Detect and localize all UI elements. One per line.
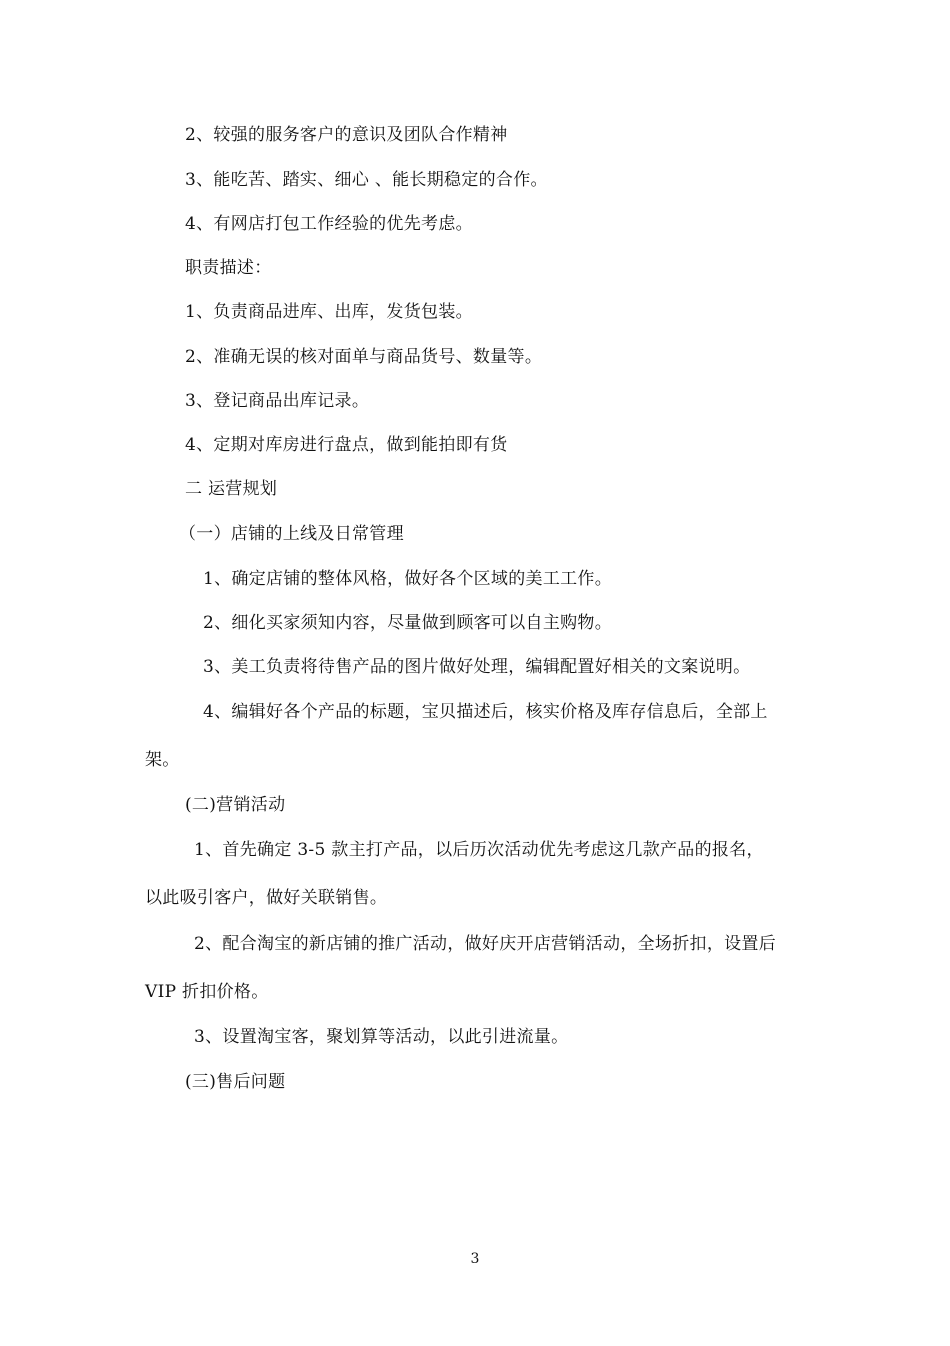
store-line-4-cont: 架。 — [145, 750, 180, 770]
subsection-heading-1: （一）店铺的上线及日常管理 — [179, 524, 404, 544]
duty-line-3: 3、登记商品出库记录。 — [185, 391, 370, 411]
page-number: 3 — [470, 1251, 480, 1267]
duty-heading: 职责描述： — [185, 258, 272, 278]
marketing-line-3: 3、设置淘宝客，聚划算等活动，以此引进流量。 — [194, 1027, 569, 1047]
marketing-line-2-cont: VIP 折扣价格。 — [145, 982, 269, 1002]
marketing-line-2: 2、配合淘宝的新店铺的推广活动，做好庆开店营销活动，全场折扣，设置后 — [194, 934, 777, 954]
requirement-line-4: 4、有网店打包工作经验的优先考虑。 — [185, 214, 473, 234]
subsection-heading-3: (三)售后问题 — [185, 1072, 286, 1092]
store-line-4: 4、编辑好各个产品的标题，宝贝描述后，核实价格及库存信息后，全部上 — [203, 702, 768, 722]
duty-line-2: 2、准确无误的核对面单与商品货号、数量等。 — [185, 347, 543, 367]
store-line-3: 3、美工负责将待售产品的图片做好处理，编辑配置好相关的文案说明。 — [203, 657, 751, 677]
requirement-line-2: 2、较强的服务客户的意识及团队合作精神 — [185, 125, 508, 145]
duty-line-4: 4、定期对库房进行盘点，做到能拍即有货 — [185, 435, 508, 455]
store-line-2: 2、细化买家须知内容，尽量做到顾客可以自主购物。 — [203, 613, 613, 633]
marketing-line-1-cont: 以此吸引客户，做好关联销售。 — [145, 888, 388, 908]
section-heading-operation: 二 运营规划 — [185, 479, 278, 499]
duty-line-1: 1、负责商品进库、出库，发货包装。 — [185, 302, 473, 322]
store-line-1: 1、确定店铺的整体风格，做好各个区域的美工工作。 — [203, 569, 613, 589]
subsection-heading-2: (二)营销活动 — [185, 795, 286, 815]
requirement-line-3: 3、能吃苦、踏实、细心 、能长期稳定的合作。 — [185, 170, 548, 190]
marketing-line-1: 1、首先确定 3-5 款主打产品，以后历次活动优先考虑这几款产品的报名， — [194, 840, 764, 860]
